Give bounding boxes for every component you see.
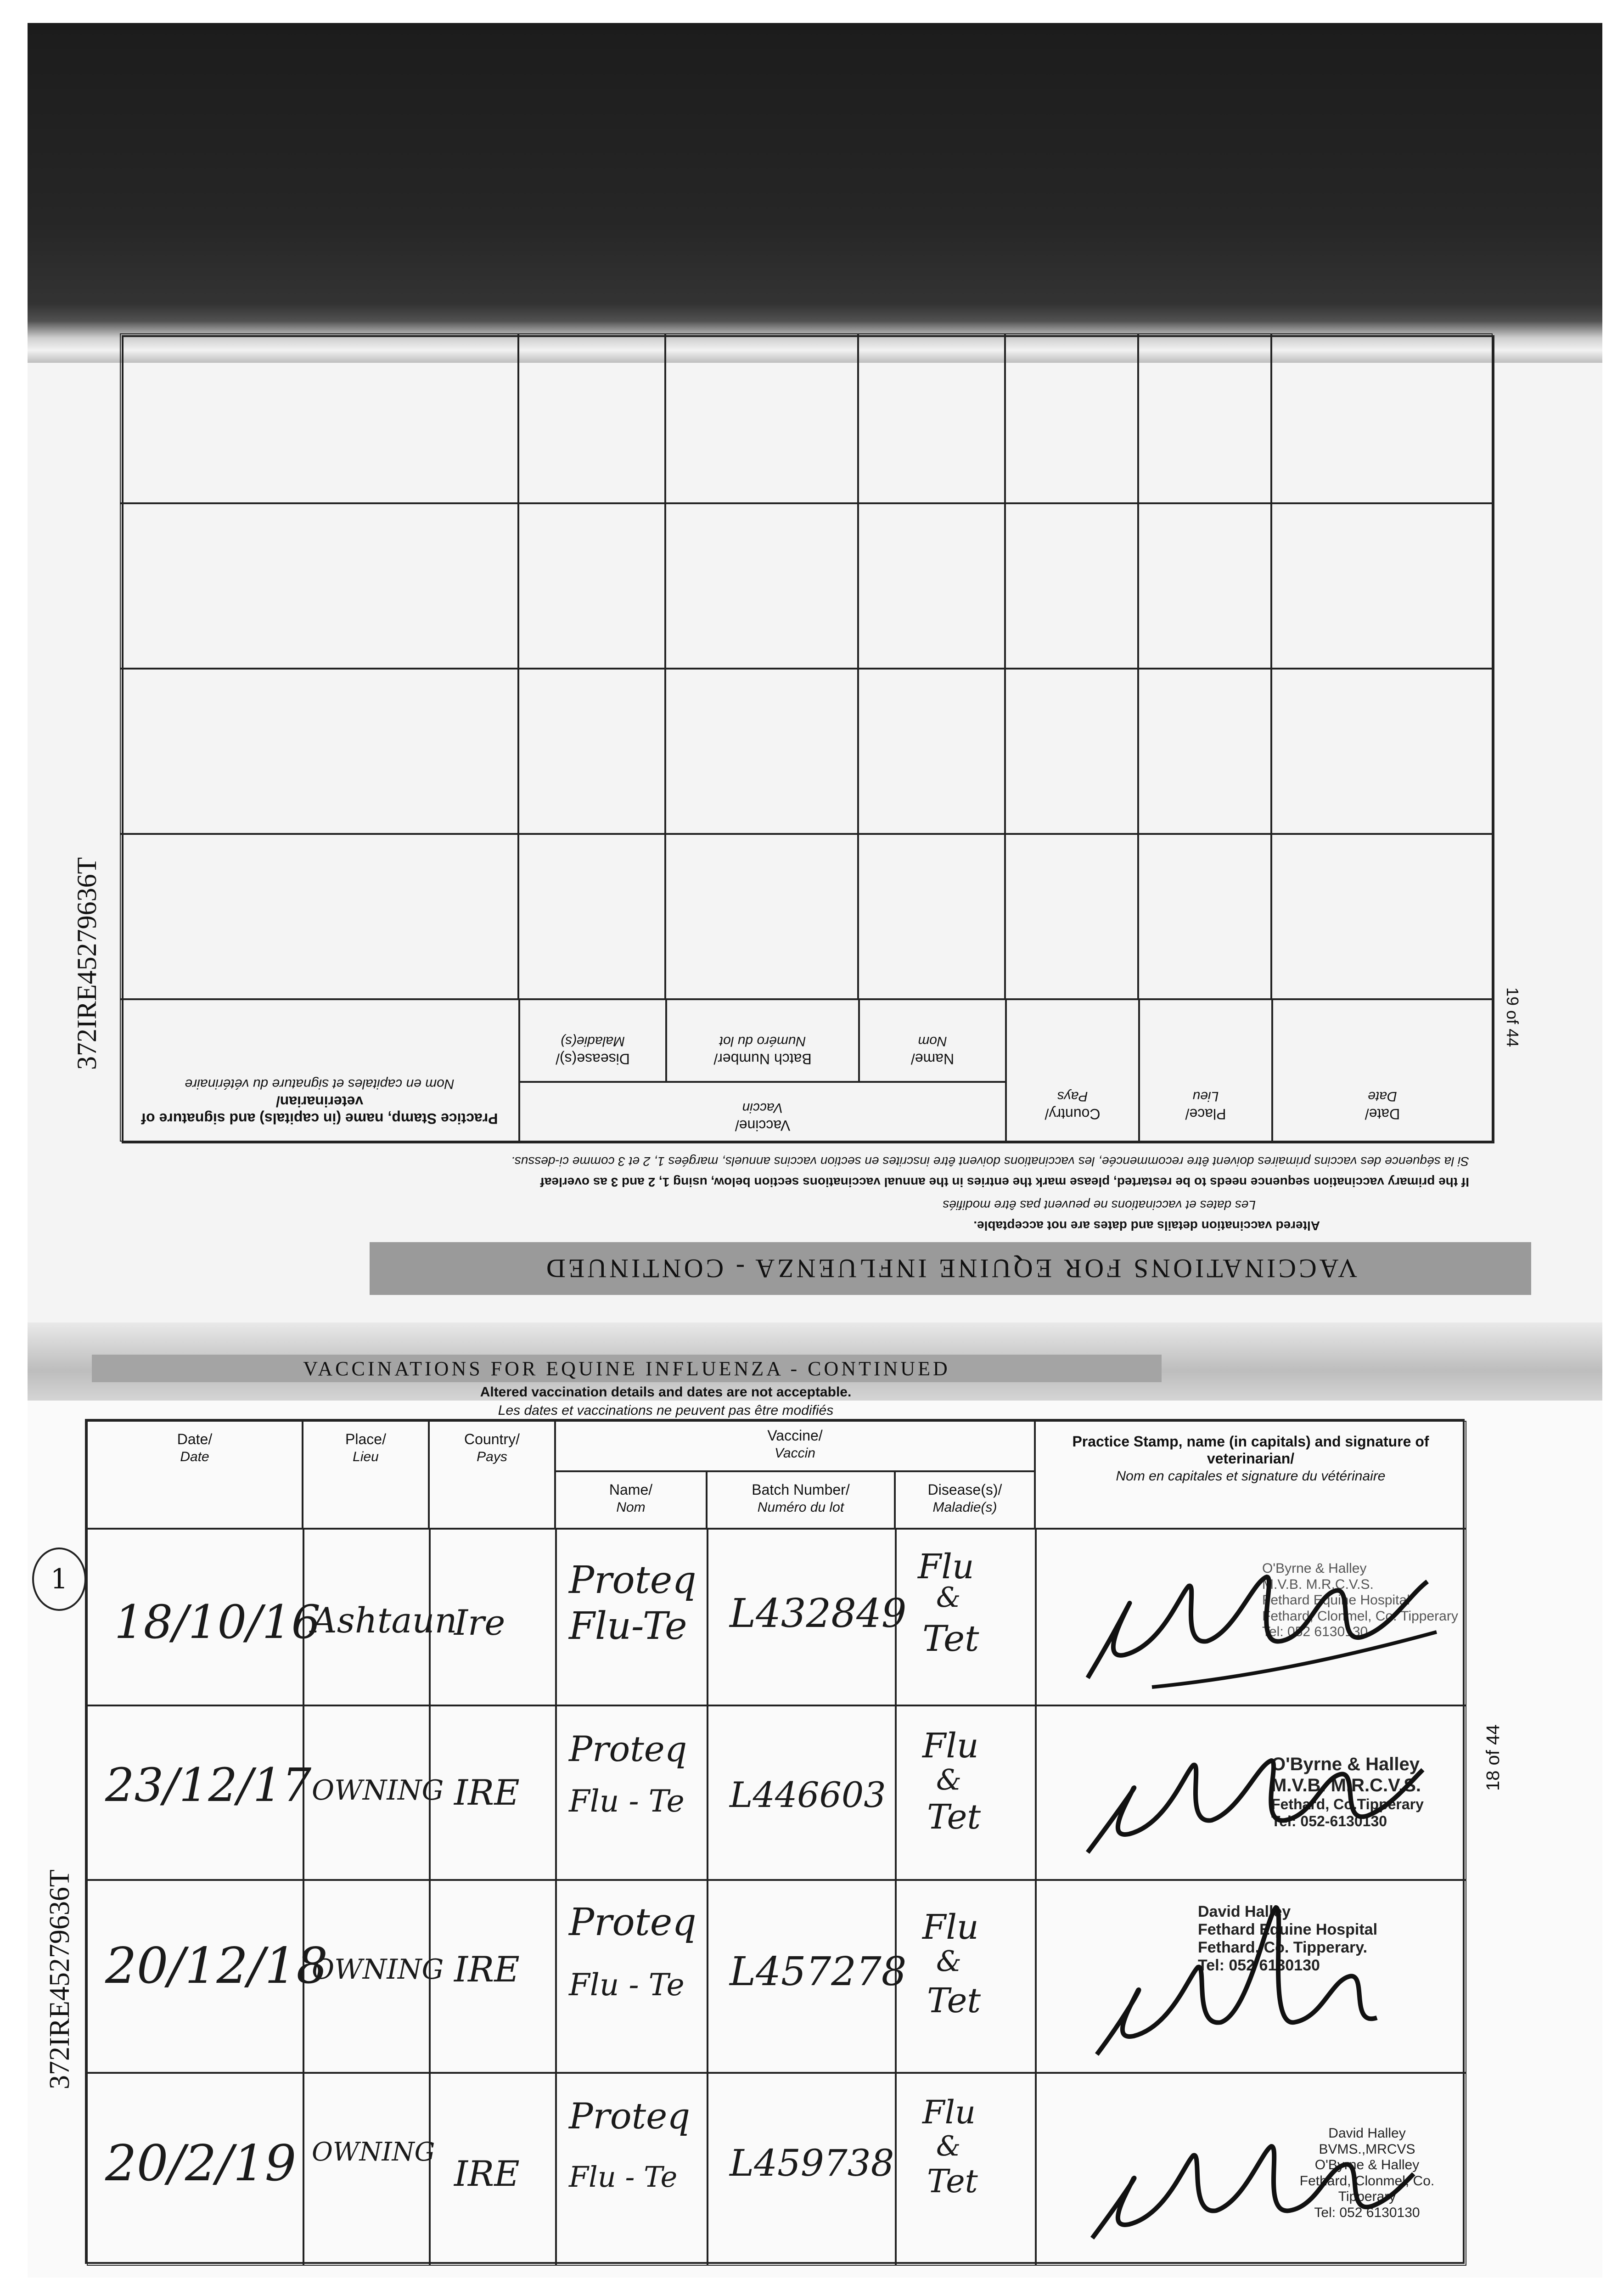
upper-header-country (1006, 999, 1139, 1142)
stamp-line: O'Byrne & Halley (1314, 2157, 1420, 2172)
upper-header-disease-en: Disease(s)/ (556, 1051, 630, 1067)
entry-vaccine-name: Flu - Te (569, 1784, 685, 1819)
stamp-line: David Halley (1198, 1903, 1291, 1920)
stamp-line: O'Byrne & Halley (1262, 1561, 1367, 1576)
veterinarian-signature (1060, 1715, 1464, 1871)
header-batch (707, 1471, 895, 1529)
upper-header-vaccine (519, 1082, 1006, 1142)
stamp-line: Tel: 052 6130130 (1262, 1624, 1368, 1639)
entry-date: 23/12/17 (105, 1758, 312, 1812)
entry-place: Ashtaun (312, 1600, 457, 1641)
entry-disease: Tet (927, 1981, 981, 2020)
header-country-fr: Pays (477, 1449, 507, 1464)
header-disease (895, 1471, 1035, 1529)
stamp-line: Tel: 052 6130130 (1314, 2205, 1420, 2220)
upper-passport-id: 372IRE45279636T (72, 857, 102, 1070)
col-line (895, 1529, 897, 2266)
upper-header-stamp-en: Practice Stamp, name (in capitals) and signature of veterinarian/ (141, 1093, 498, 1127)
vaccination-table (85, 1419, 1465, 2264)
header-stamp (1035, 1421, 1466, 1529)
altered-note-en-upper: Altered vaccination details and dates are not acceptable. (973, 1219, 1320, 1233)
upper-col-line (1137, 333, 1139, 999)
stamp-line: O'Byrne & Halley (1271, 1754, 1420, 1774)
header-name-en: Name/ (609, 1481, 653, 1498)
upper-header-stamp-fr: Nom en capitales et signature du vétérinaire (185, 1076, 455, 1092)
header-country (429, 1421, 555, 1529)
entry-vaccine-name: Proteq (569, 2096, 691, 2137)
entry-disease: Flu (922, 2093, 976, 2131)
entry-vaccine-name: Proteq (569, 1559, 696, 1602)
altered-note-en: Altered vaccination details and dates are not acceptable. (480, 1384, 852, 1400)
altered-note-fr: Les dates et vaccinations ne peuvent pas être modifiés (498, 1403, 834, 1418)
header-date-fr: Date (180, 1449, 209, 1464)
stamp-line: Fethard Equine Hospital (1198, 1921, 1378, 1939)
restart-note-en: If the primary vaccination sequence needs to be restarted, please mark the entries in the annual vaccinations section below, using 1, 2 and 3 as overleaf (540, 1175, 1469, 1189)
stamp-line: David Halley (1328, 2126, 1406, 2141)
stamp-line: Fethard, Co. Tipperary. (1198, 1939, 1368, 1957)
upper-header-batch (666, 999, 859, 1082)
entry-vaccine-name: Proteq (569, 1728, 687, 1769)
entry-disease: & (936, 2130, 961, 2162)
upper-col-line (1270, 333, 1272, 999)
entry-batch: L459738 (730, 2142, 894, 2184)
header-disease-en: Disease(s)/ (927, 1481, 1002, 1498)
entry-disease: Flu (922, 1726, 979, 1766)
header-vaccine-en: Vaccine/ (767, 1427, 823, 1444)
entry-disease: Flu (922, 1908, 979, 1947)
stamp-line: Fethard, Co.Tipperary (1271, 1796, 1424, 1812)
upper-header-name-fr: Nom (918, 1034, 947, 1049)
entry-batch: L432849 (730, 1591, 907, 1637)
upper-col-line (857, 333, 859, 999)
header-date-en: Date/ (177, 1431, 213, 1447)
upper-header-name (859, 999, 1006, 1082)
section-banner-lower: VACCINATIONS FOR EQUINE INFLUENZA - CONTINUED (92, 1355, 1162, 1382)
upper-empty-row (120, 669, 1493, 834)
upper-col-line (517, 333, 519, 999)
entry-place: OWNING (312, 2137, 435, 2167)
upper-header-disease (519, 999, 666, 1082)
stamp-line: Fethard, Clonmel, Co. Tipperary (1299, 2173, 1435, 2204)
upper-empty-row (120, 503, 1493, 669)
header-stamp-en: Practice Stamp, name (in capitals) and signature of veterinarian/ (1072, 1433, 1429, 1467)
entry-place: OWNING (312, 1774, 444, 1806)
col-line (707, 1529, 708, 2266)
upper-vaccination-table (122, 335, 1494, 1143)
upper-header-stamp (120, 999, 519, 1142)
section-banner-upper: VACCINATIONS FOR EQUINE INFLUENZA - CONTINUED (370, 1242, 1531, 1295)
header-vaccine (555, 1421, 1035, 1471)
entry-country: IRE (454, 1772, 520, 1813)
page-number: 18 of 44 (1483, 1724, 1503, 1791)
entry-country: IRE (454, 1949, 520, 1990)
upper-header-country-en: Country/ (1045, 1106, 1101, 1122)
altered-note-fr-upper: Les dates et vaccinations ne peuvent pas être modifiés (943, 1198, 1256, 1212)
stamp-line: M.V.B. M.R.C.V.S. (1271, 1775, 1421, 1795)
header-date (87, 1421, 303, 1529)
upper-header-disease-fr: Maladie(s) (560, 1034, 625, 1049)
veterinarian-signature (1060, 1540, 1464, 1705)
col-line (555, 1529, 557, 2266)
entry-vaccine-name: Flu-Te (569, 1604, 687, 1648)
upper-empty-row (120, 834, 1493, 999)
upper-header-place-en: Place/ (1185, 1106, 1226, 1122)
upper-header-vaccine-en: Vaccine/ (735, 1117, 791, 1134)
upper-col-line (664, 333, 666, 999)
stamp-line: Fethard, Clonmel, Co. Tipperary (1262, 1608, 1458, 1624)
upper-header-country-fr: Pays (1057, 1089, 1088, 1104)
entry-batch: L457278 (730, 1949, 907, 1995)
veterinarian-signature (1060, 1889, 1464, 2068)
passport-id: 372IRE45279636T (44, 1869, 75, 2089)
entry-place: OWNING (312, 1953, 444, 1986)
stamp-line: M.V.B. M.R.C.V.S. (1262, 1576, 1374, 1592)
entry-date: 20/2/19 (105, 2135, 297, 2192)
stamp-line: Fethard Equine Hospital (1262, 1593, 1410, 1608)
upper-header-batch-fr: Numéro du lot (719, 1034, 806, 1049)
upper-empty-row (120, 333, 1493, 503)
col-line (1035, 1529, 1037, 2266)
stamp-line: BVMS.,MRCVS (1319, 2141, 1415, 2157)
header-name (555, 1471, 707, 1529)
upper-header-date-en: Date/ (1365, 1106, 1400, 1122)
header-place (303, 1421, 429, 1529)
entry-disease: Tet (922, 1618, 979, 1660)
entry-date: 18/10/16 (114, 1595, 321, 1649)
entry-disease: Tet (927, 2162, 978, 2200)
circled-entry-number: 1 (50, 1563, 68, 1595)
upper-header-batch-en: Batch Number/ (713, 1051, 812, 1067)
entry-date: 20/12/18 (105, 1937, 328, 1995)
entry-vaccine-name: Flu - Te (569, 1967, 685, 2003)
stamp-line: Tel: 052 6130130 (1198, 1957, 1320, 1975)
entry-vaccine-name: Flu - Te (569, 2160, 678, 2194)
header-batch-en: Batch Number/ (752, 1481, 850, 1498)
header-country-en: Country/ (464, 1431, 520, 1447)
header-stamp-fr: Nom en capitales et signature du vétérinaire (1116, 1468, 1386, 1484)
entry-disease: Tet (927, 1797, 981, 1837)
upper-header-name-en: Name/ (910, 1051, 955, 1067)
upper-header-date-fr: Date (1368, 1089, 1397, 1104)
upper-col-line (1004, 333, 1006, 999)
upper-header-place (1139, 999, 1272, 1142)
entry-country: Ire (454, 1602, 505, 1643)
upper-header-place-fr: Lieu (1192, 1089, 1219, 1104)
header-batch-fr: Numéro du lot (757, 1499, 844, 1515)
upper-header-vaccine-fr: Vaccin (742, 1100, 783, 1116)
stamp-line: Tel: 052-6130130 (1271, 1812, 1387, 1829)
upper-header-date (1272, 999, 1493, 1142)
veterinarian-signature (1060, 2091, 1464, 2261)
restart-note-fr: Si la séquence des vaccins primaires doivent être recommencée, les vaccinations doivent être inscrites en section vaccins annuels, margées 1, 2 et 3 comme ci-dessus. (511, 1154, 1469, 1169)
upper-page-number: 19 of 44 (1503, 987, 1522, 1047)
circled-entry-mark (32, 1548, 86, 1611)
entry-vaccine-name: Proteq (569, 1901, 696, 1944)
entry-disease: Flu (918, 1547, 974, 1587)
entry-batch: L446603 (730, 1774, 886, 1815)
header-place-fr: Lieu (353, 1449, 379, 1464)
entry-disease: & (936, 1944, 962, 1978)
header-place-en: Place/ (345, 1431, 386, 1447)
header-disease-fr: Maladie(s) (932, 1499, 997, 1515)
entry-country: IRE (454, 2153, 520, 2194)
entry-disease: & (936, 1581, 961, 1614)
header-vaccine-fr: Vaccin (775, 1445, 815, 1461)
header-name-fr: Nom (616, 1499, 646, 1515)
entry-disease: & (936, 1763, 962, 1796)
